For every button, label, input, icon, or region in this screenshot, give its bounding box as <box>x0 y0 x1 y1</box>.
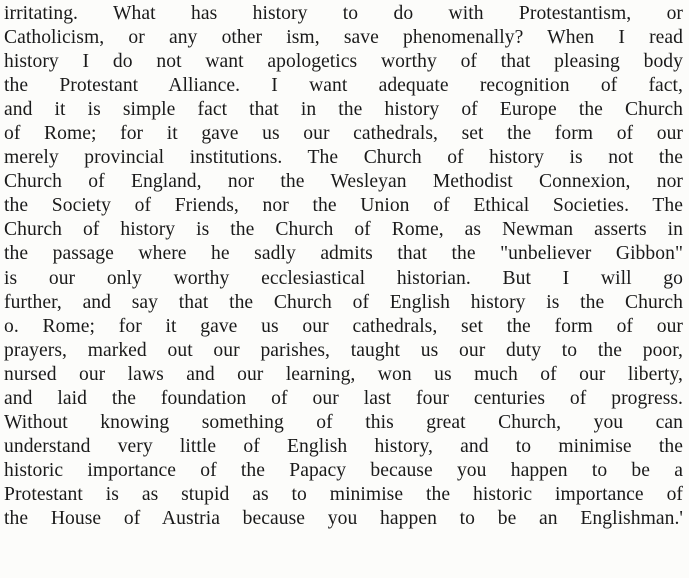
text-line-6: of Rome; for it gave us our cathedrals, set the form of our <box>4 123 683 145</box>
text-line-21: Protestant is as stupid as to minimise the historic importance of <box>4 483 683 505</box>
text-line-9: the Society of Friends, nor the Union of Ethical Societies. The <box>4 195 683 217</box>
text-line-2: Catholicism, or any other ism, save phenomenally? When I read <box>4 27 683 49</box>
text-line-5: and it is simple fact that in the history of Europe the Church <box>4 99 683 121</box>
text-line-19: understand very little of English history, and to minimise the <box>4 435 683 457</box>
text-line-16: nursed our laws and our learning, won us much of our liberty, <box>4 363 683 385</box>
text-line-13: further, and say that the Church of English history is the Church <box>4 291 683 313</box>
text-line-8: Church of England, nor the Wesleyan Methodist Connexion, nor <box>4 171 683 193</box>
text-line-17: and laid the foundation of our last four centuries of progress. <box>4 387 683 409</box>
text-line-10: Church of history is the Church of Rome, as Newman asserts in <box>4 219 683 241</box>
text-line-15: prayers, marked out our parishes, taught us our duty to the poor, <box>4 339 683 361</box>
text-line-22: the House of Austria because you happen to be an Englishman.' <box>4 507 683 529</box>
text-line-1: irritating. What has history to do with Protestantism, or <box>4 3 683 24</box>
text-line-7: merely provincial institutions. The Church of history is not the <box>4 147 683 169</box>
text-line-4: the Protestant Alliance. I want adequate recognition of fact, <box>4 75 683 97</box>
text-line-11: the passage where he sadly admits that the "unbeliever Gibbon" <box>4 243 683 265</box>
text-line-14: o. Rome; for it gave us our cathedrals, set the form of our <box>4 315 683 337</box>
text-line-20: historic importance of the Papacy because you happen to be a <box>4 459 683 481</box>
text-line-18: Without knowing something of this great Church, you can <box>4 411 683 433</box>
text-line-12: is our only worthy ecclesiastical historian. But I will go <box>4 267 683 289</box>
text-line-3: history I do not want apologetics worthy of that pleasing body <box>4 51 683 73</box>
